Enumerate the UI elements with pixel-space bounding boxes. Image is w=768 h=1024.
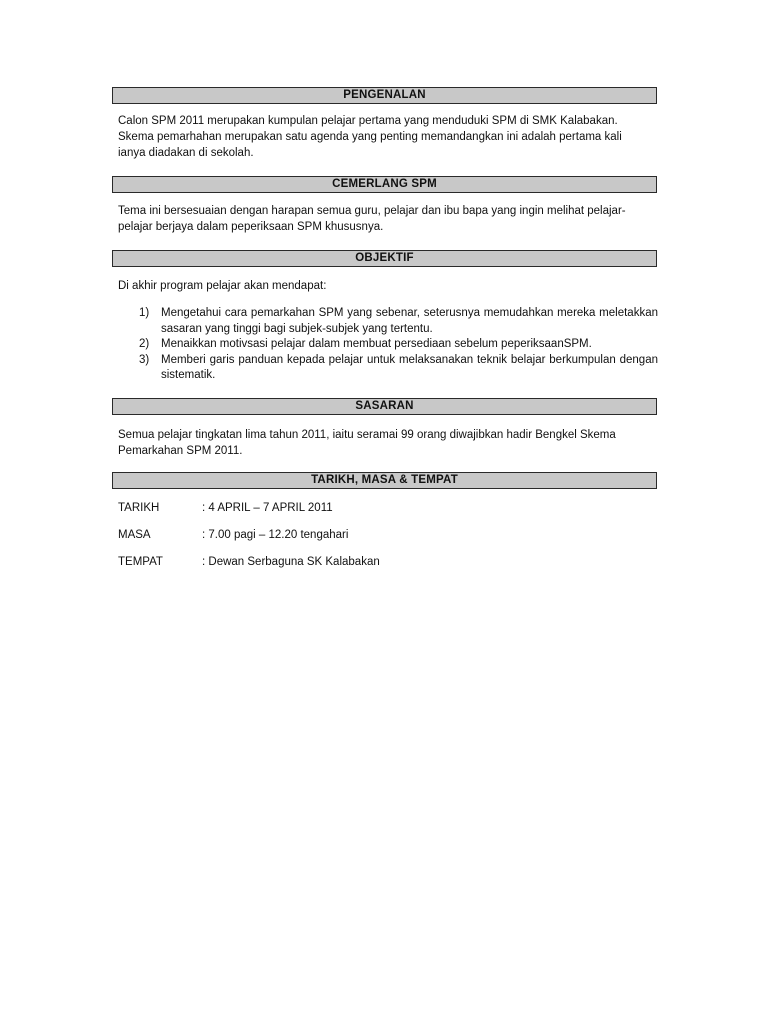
pengenalan-paragraph [118,113,658,161]
cemerlang-paragraph [118,203,658,235]
objektif-intro: Di akhir program pelajar akan mendapat: [118,280,327,292]
sasaran-line: Semua pelajar tingkatan lima tahun 2011, iaitu seramai 99 orang diwajibkan hadir Bengkel Skema [118,429,616,441]
detail-row-tarikh [118,500,333,516]
list-item-text: Menaikkan motivsasi pelajar dalam membuat persediaan sebelum peperiksaanSPM. [161,338,592,350]
section-heading-sasaran: SASARAN [112,398,657,415]
detail-row-masa [118,527,348,543]
list-item-text: Memberi garis panduan kepada pelajar untuk melaksanakan teknik belajar berkumpulan dengan sistematik. [161,353,658,381]
detail-label: MASA [118,529,151,541]
list-item [118,306,658,337]
detail-value: : 4 APRIL – 7 APRIL 2011 [202,502,333,514]
section-heading-tarikh-masa-tempat: TARIKH, MASA & TEMPAT [112,472,657,489]
detail-value: : Dewan Serbaguna SK Kalabakan [202,556,380,568]
objektif-list [118,306,658,384]
sasaran-line: Pemarkahan SPM 2011. [118,445,243,457]
list-item [118,353,658,384]
cemerlang-line: pelajar berjaya dalam peperiksaan SPM khususnya. [118,221,384,233]
section-heading-pengenalan: PENGENALAN [112,87,657,104]
section-heading-objektif: OBJEKTIF [112,250,657,267]
pengenalan-line: Calon SPM 2011 merupakan kumpulan pelajar pertama yang menduduki SPM di SMK Kalabakan. [118,115,618,127]
list-item-number: 1) [139,307,150,319]
list-item-number: 2) [139,338,150,350]
list-item-number: 3) [139,353,150,366]
list-item-text: Mengetahui cara pemarkahan SPM yang sebenar, seterusnya memudahkan mereka meletakkan sasaran yang tinggi bagi subjek-subjek yang tertentu. [161,307,658,335]
sasaran-paragraph [118,427,658,459]
section-heading-cemerlang-spm: CEMERLANG SPM [112,176,657,193]
pengenalan-line: ianya diadakan di sekolah. [118,147,254,159]
cemerlang-line: Tema ini bersesuaian dengan harapan semua guru, pelajar dan ibu bapa yang ingin melihat pelajar- [118,205,626,217]
list-item [118,337,658,353]
detail-row-tempat [118,554,380,570]
detail-value: : 7.00 pagi – 12.20 tengahari [202,529,349,541]
pengenalan-line: Skema pemarhahan merupakan satu agenda yang penting memandangkan ini adalah pertama kali [118,131,622,143]
detail-label: TEMPAT [118,556,163,568]
detail-label: TARIKH [118,502,160,514]
